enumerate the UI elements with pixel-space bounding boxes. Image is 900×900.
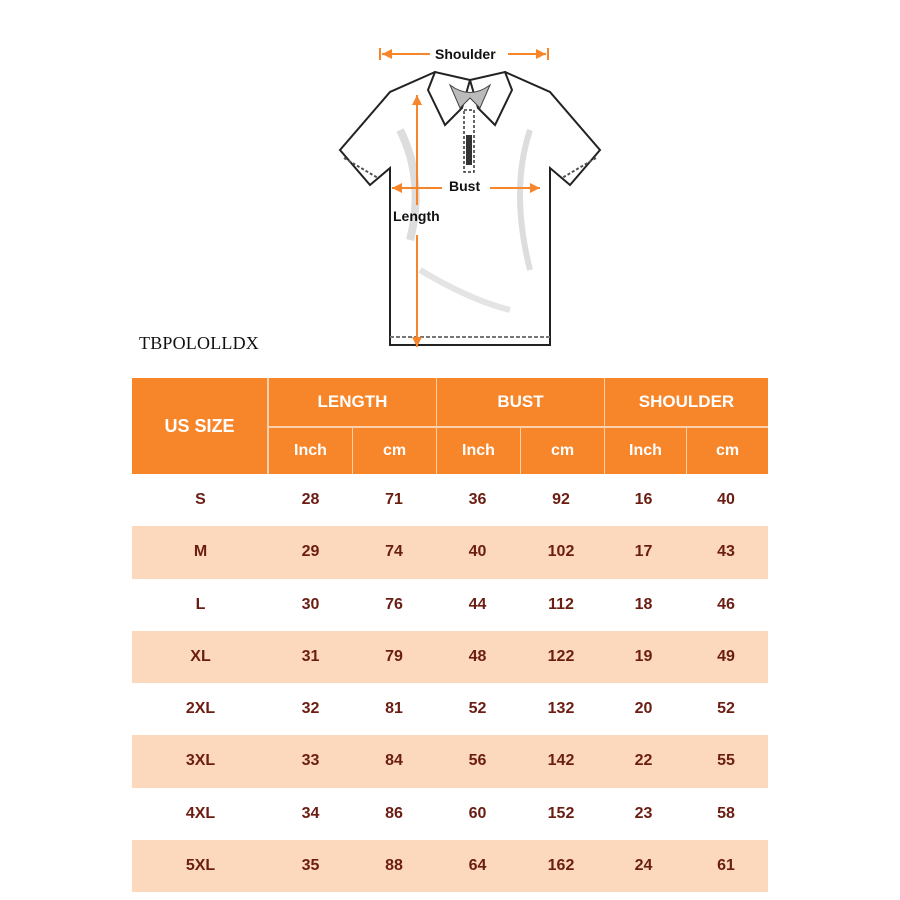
header-shoulder-cm: cm bbox=[715, 442, 740, 459]
length-inch-cell: 28 bbox=[301, 491, 320, 509]
table-row bbox=[132, 788, 768, 840]
shoulder-cm-cell: 43 bbox=[717, 543, 735, 561]
size-diagram bbox=[330, 40, 610, 360]
size-cell: 4XL bbox=[185, 804, 216, 822]
shoulder-cm-cell: 49 bbox=[717, 647, 735, 665]
size-cell: XL bbox=[190, 647, 211, 665]
length-inch-cell: 30 bbox=[301, 595, 320, 613]
length-label: Length bbox=[393, 208, 440, 224]
length-inch-cell: 34 bbox=[301, 804, 320, 822]
product-sku: TBPOLOLLDX bbox=[139, 333, 259, 353]
header-bust-inch: Inch bbox=[462, 442, 495, 459]
header-length-inch: Inch bbox=[294, 442, 327, 459]
table-row bbox=[132, 526, 768, 578]
bust-cm-cell: 92 bbox=[552, 491, 570, 509]
shoulder-inch-cell: 19 bbox=[634, 647, 653, 665]
bust-cm-cell: 162 bbox=[547, 856, 575, 874]
length-inch-cell: 31 bbox=[301, 647, 320, 665]
bust-inch-cell: 40 bbox=[468, 543, 487, 561]
shoulder-cm-cell: 55 bbox=[717, 752, 735, 770]
bust-cm-cell: 122 bbox=[547, 647, 575, 665]
bust-inch-cell: 36 bbox=[468, 491, 487, 509]
bust-label: Bust bbox=[449, 178, 481, 194]
table-header bbox=[132, 378, 768, 474]
shoulder-inch-cell: 23 bbox=[634, 804, 653, 822]
shoulder-inch-cell: 24 bbox=[634, 856, 653, 874]
length-inch-cell: 33 bbox=[301, 752, 320, 770]
header-shoulder-inch: Inch bbox=[629, 442, 662, 459]
header-bust: BUST bbox=[497, 392, 544, 411]
size-cell: 2XL bbox=[185, 700, 216, 718]
size-cell: S bbox=[195, 491, 206, 509]
bust-cm-cell: 112 bbox=[548, 595, 574, 613]
header-shoulder: SHOULDER bbox=[638, 392, 735, 411]
bust-cm-cell: 142 bbox=[547, 752, 575, 770]
length-cm-cell: 71 bbox=[385, 491, 403, 509]
size-cell: L bbox=[195, 595, 206, 613]
size-cell: M bbox=[193, 543, 208, 561]
length-inch-cell: 29 bbox=[301, 543, 320, 561]
bust-inch-cell: 64 bbox=[468, 856, 487, 874]
bust-cm-cell: 102 bbox=[547, 543, 575, 561]
shoulder-inch-cell: 16 bbox=[634, 491, 653, 509]
table-row bbox=[132, 631, 768, 683]
size-chart-table bbox=[132, 378, 768, 892]
shoulder-cm-cell: 61 bbox=[717, 856, 735, 874]
bust-inch-cell: 52 bbox=[468, 700, 487, 718]
length-cm-cell: 84 bbox=[385, 752, 403, 770]
length-inch-cell: 32 bbox=[301, 700, 320, 718]
table-row bbox=[132, 840, 768, 892]
shoulder-inch-cell: 22 bbox=[634, 752, 653, 770]
bust-inch-cell: 60 bbox=[468, 804, 487, 822]
length-inch-cell: 35 bbox=[301, 856, 320, 874]
table-row bbox=[132, 474, 768, 526]
bust-inch-cell: 44 bbox=[468, 595, 487, 613]
size-cell: 5XL bbox=[185, 856, 216, 874]
shoulder-inch-cell: 18 bbox=[634, 595, 653, 613]
length-cm-cell: 88 bbox=[385, 856, 403, 874]
header-length-cm: cm bbox=[382, 442, 407, 459]
table-row bbox=[132, 579, 768, 631]
bust-inch-cell: 48 bbox=[468, 647, 487, 665]
length-cm-cell: 81 bbox=[385, 700, 403, 718]
shoulder-cm-cell: 58 bbox=[717, 804, 735, 822]
shoulder-inch-cell: 20 bbox=[634, 700, 653, 718]
header-us-size: US SIZE bbox=[164, 415, 235, 436]
header-length: LENGTH bbox=[317, 392, 388, 411]
table-row bbox=[132, 683, 768, 735]
header-bust-cm: cm bbox=[550, 442, 575, 459]
shoulder-cm-cell: 52 bbox=[717, 700, 735, 718]
size-cell: 3XL bbox=[185, 752, 216, 770]
length-cm-cell: 86 bbox=[385, 804, 403, 822]
bust-cm-cell: 132 bbox=[547, 700, 575, 718]
shoulder-cm-cell: 40 bbox=[717, 491, 735, 509]
bust-inch-cell: 56 bbox=[468, 752, 487, 770]
bust-cm-cell: 152 bbox=[547, 804, 575, 822]
length-cm-cell: 76 bbox=[385, 595, 403, 613]
shoulder-inch-cell: 17 bbox=[634, 543, 653, 561]
table-row bbox=[132, 735, 768, 787]
length-cm-cell: 74 bbox=[385, 543, 403, 561]
shoulder-label: Shoulder bbox=[432, 46, 499, 62]
polo-shirt-icon bbox=[330, 40, 610, 360]
shoulder-cm-cell: 46 bbox=[717, 595, 735, 613]
length-cm-cell: 79 bbox=[385, 647, 403, 665]
